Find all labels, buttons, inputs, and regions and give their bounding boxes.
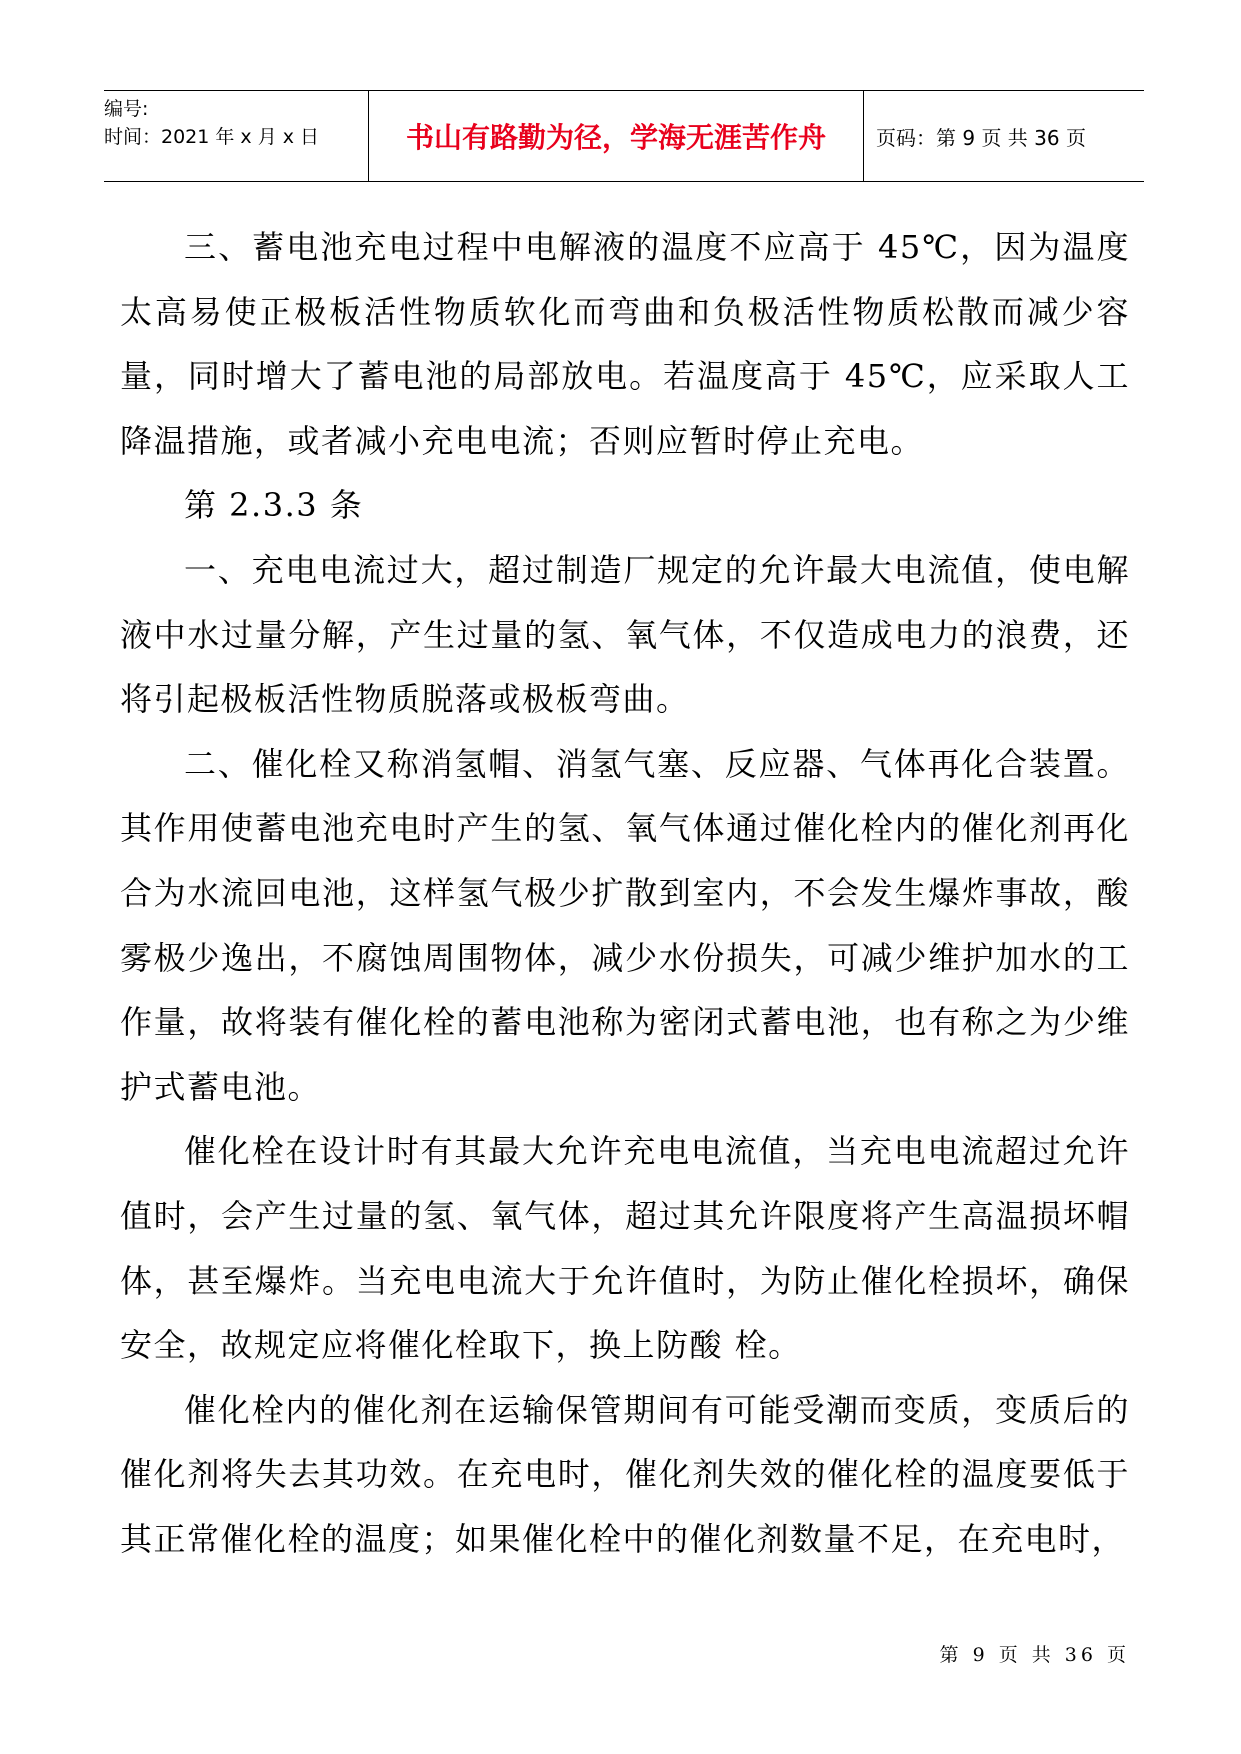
paragraph: 催化栓在设计时有其最大允许充电电流值，当充电电流超过允许值时，会产生过量的氢、氧气体，超过其允许限度将产生高温损坏帽体，甚至爆炸。当充电电流大于允许值时，为防止催化栓损坏，确保安全，故规定应将催化栓取下，换上防酸 栓。 bbox=[120, 1132, 1130, 1365]
paragraph: 二、催化栓又称消氢帽、消氢气塞、反应器、气体再化合装置。其作用使蓄电池充电时产生的氢、氧气体通过催化栓内的催化剂再化合为水流回电池，这样氢气极少扩散到室内，不会发生爆炸事故，酸雾极少逸出，不腐蚀周围物体，减少水份损失，可减少维护加水的工作量，故将装有催化栓的蓄电池称为密闭式蓄电池，也有称之为少维护式蓄电池。 bbox=[120, 744, 1130, 1106]
header-motto: 书山有路勤为径，学海无涯苦作舟 bbox=[369, 91, 864, 181]
serial-label: 编号: bbox=[104, 98, 149, 120]
paragraph: 一、充电电流过大，超过制造厂规定的允许最大电流值，使电解液中水过量分解，产生过量的氢、氧气体，不仅造成电力的浪费，还将引起极板活性物质脱落或极板弯曲。 bbox=[120, 550, 1130, 719]
paragraph: 催化栓内的催化剂在运输保管期间有可能受潮而变质，变质后的催化剂将失去其功效。在充电时，催化剂失效的催化栓的温度要低于其正常催化栓的温度；如果催化栓中的催化剂数量不足，在充电时， bbox=[120, 1390, 1130, 1558]
section-heading: 第 2.3.3 条 bbox=[184, 486, 364, 525]
header-meta bbox=[104, 91, 369, 181]
header-page-label: 页码：第 9 页 共 36 页 bbox=[876, 125, 1086, 150]
time-label: 时间：2021 年 x 月 x 日 bbox=[104, 126, 320, 148]
page-footer: 第 9 页 共 36 页 bbox=[939, 1644, 1130, 1666]
document-body bbox=[120, 215, 1130, 1571]
paragraph: 三、蓄电池充电过程中电解液的温度不应高于 45℃，因为温度太高易使正极板活性物质软化而弯曲和负极活性物质松散而减少容量，同时增大了蓄电池的局部放电。若温度高于 45℃，应采取人工降温措施，或者减小充电电流；否则应暂时停止充电。 bbox=[120, 228, 1130, 460]
page-header bbox=[104, 90, 1144, 182]
